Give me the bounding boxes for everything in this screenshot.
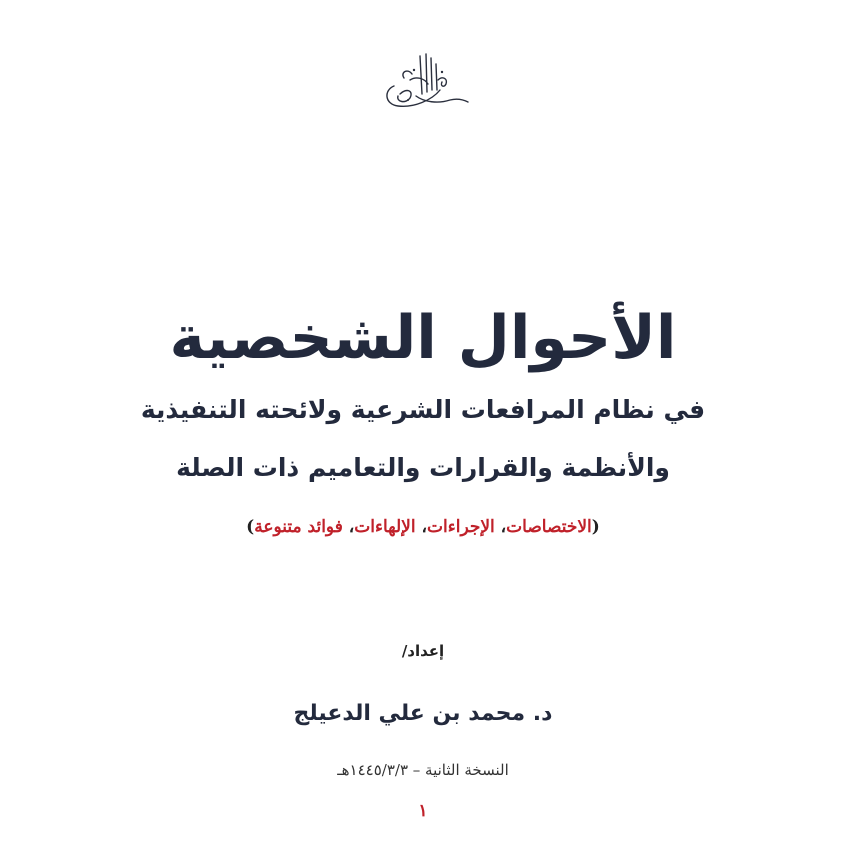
subtitle-line-2: والأنظمة والقرارات والتعاميم ذات الصلة [176,453,670,482]
edition-date: النسخة الثانية – ١٤٤٥/٣/٣هـ [337,761,509,779]
topics-line [0,514,846,540]
open-paren: ( [591,517,600,537]
book-title: الأحوال الشخصية [169,303,677,373]
topic-terminations: الإلهاءات [354,517,416,537]
subtitle-line-1: في نظام المرافعات الشرعية ولائحته التنفيذية [140,395,706,424]
close-paren: ) [246,517,255,537]
page-number: ١ [418,801,428,821]
prepared-by-label: إعداد/ [401,642,445,660]
topic-procedures: الإجراءات [427,517,495,537]
author-name: د. محمد بن علي الدعيلج [293,701,553,726]
topic-various-benefits: فوائد متنوعة [254,517,343,537]
topic-separator: ، [342,517,355,537]
topic-separator: ، [415,517,427,537]
basmala-calligraphy-emblem [380,50,472,112]
topic-jurisdictions: الاختصاصات [506,517,592,537]
topic-separator: ، [494,517,507,537]
